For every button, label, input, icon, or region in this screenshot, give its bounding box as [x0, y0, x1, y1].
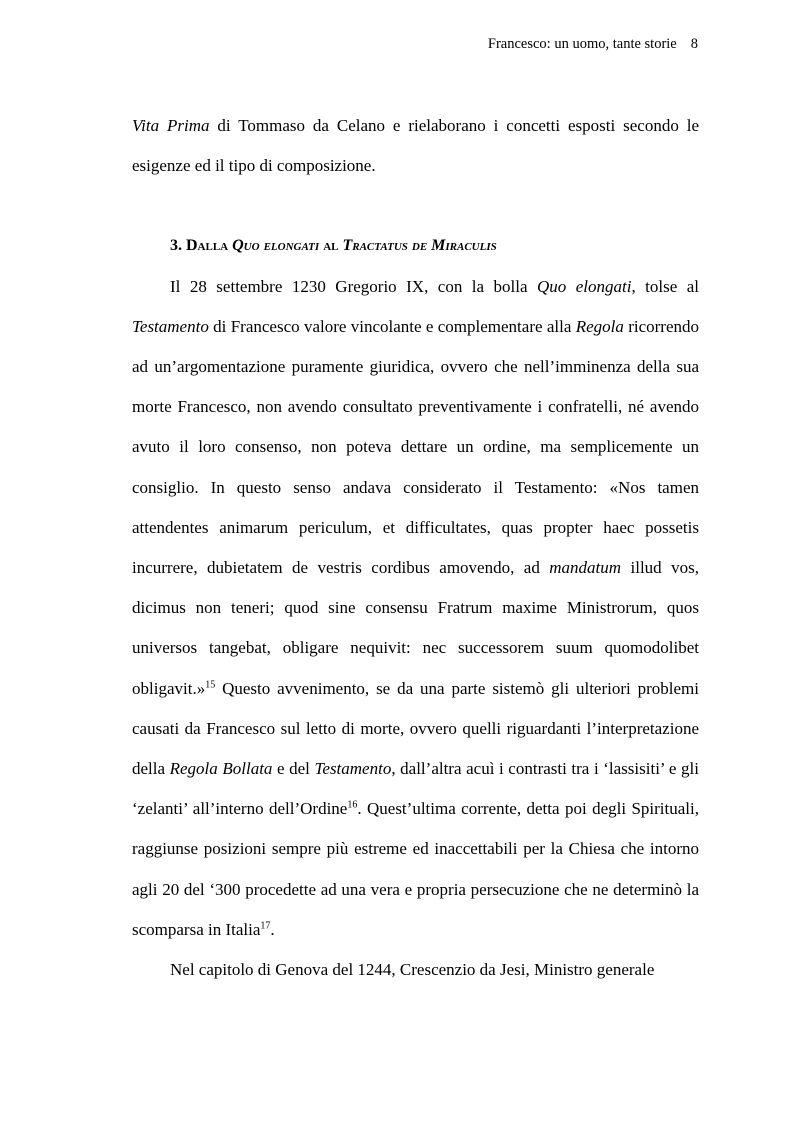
running-title: Francesco: un uomo, tante storie: [487, 36, 677, 52]
section-number: 3.: [170, 237, 186, 255]
paragraph: Nel capitolo di Genova del 1244, Crescenzio da Jesi, Ministro generale: [170, 960, 655, 980]
work-title: Vita Prima: [132, 116, 210, 135]
footnote-ref[interactable]: 17: [260, 920, 271, 932]
footnote-ref[interactable]: 15: [205, 678, 216, 690]
page-number: 8: [690, 36, 698, 52]
paragraph: Il 28 settembre 1230 Gregorio IX, con la bolla Quo elongati, tolse al Testamento di Francesco valore vincolante e complementare alla Regola ricorrendo ad un’argomentazione puramente giuridica, ovvero che nell’imminenza della sua morte Francesco, non avendo consultato preventivamente i confratelli, né avendo avuto il loro consenso, non poteva dettare un ordine, ma semplicemente un consiglio. In questo senso andava considerato il Testamento: «Nos tamen attendentes animarum periculum, et difficultates, quas propter haec possetis incurrere, dubietatem de vestris cordibus amovendo, ad mandatum illud vos, dicimus non teneri; quod sine consensu Fratrum maxime Ministrorum, quos universos tangebat, obligare nequivit: nec successorem suum quomodolibet obligavit.»$^{15}$ Questo avvenimento, se da una parte sistemò gli ulteriori problemi causati da Francesco sul letto di morte, ovvero quelli riguardanti l’interpretazione della Regola Bollata e del Testamento, dall’altra acuì i contrasti tra i ‘lassisiti’ e gli ‘zelanti’ all’interno dell’Ordine$^{16}$. Quest’ultima corrente, detta poi degli Spirituali, raggiunse posizioni sempre più estreme ed inaccettabili per la Chiesa che intorno agli 20 del ‘300 procedette ad una vera e propria persecuzione che ne determinò la scomparsa in Italia$^{17}$.: [132, 276, 699, 939]
body-text: [132, 106, 699, 990]
footnote-ref[interactable]: 16: [347, 799, 358, 811]
running-header: [488, 36, 698, 53]
section-heading: 3. Dalla Quo elongati al Tractatus de Miraculis: [170, 237, 497, 255]
paragraph-continued: Vita Prima di Tommaso da Celano e rielaborano i concetti esposti secondo le esigenze ed il tipo di composizione.: [132, 116, 699, 176]
